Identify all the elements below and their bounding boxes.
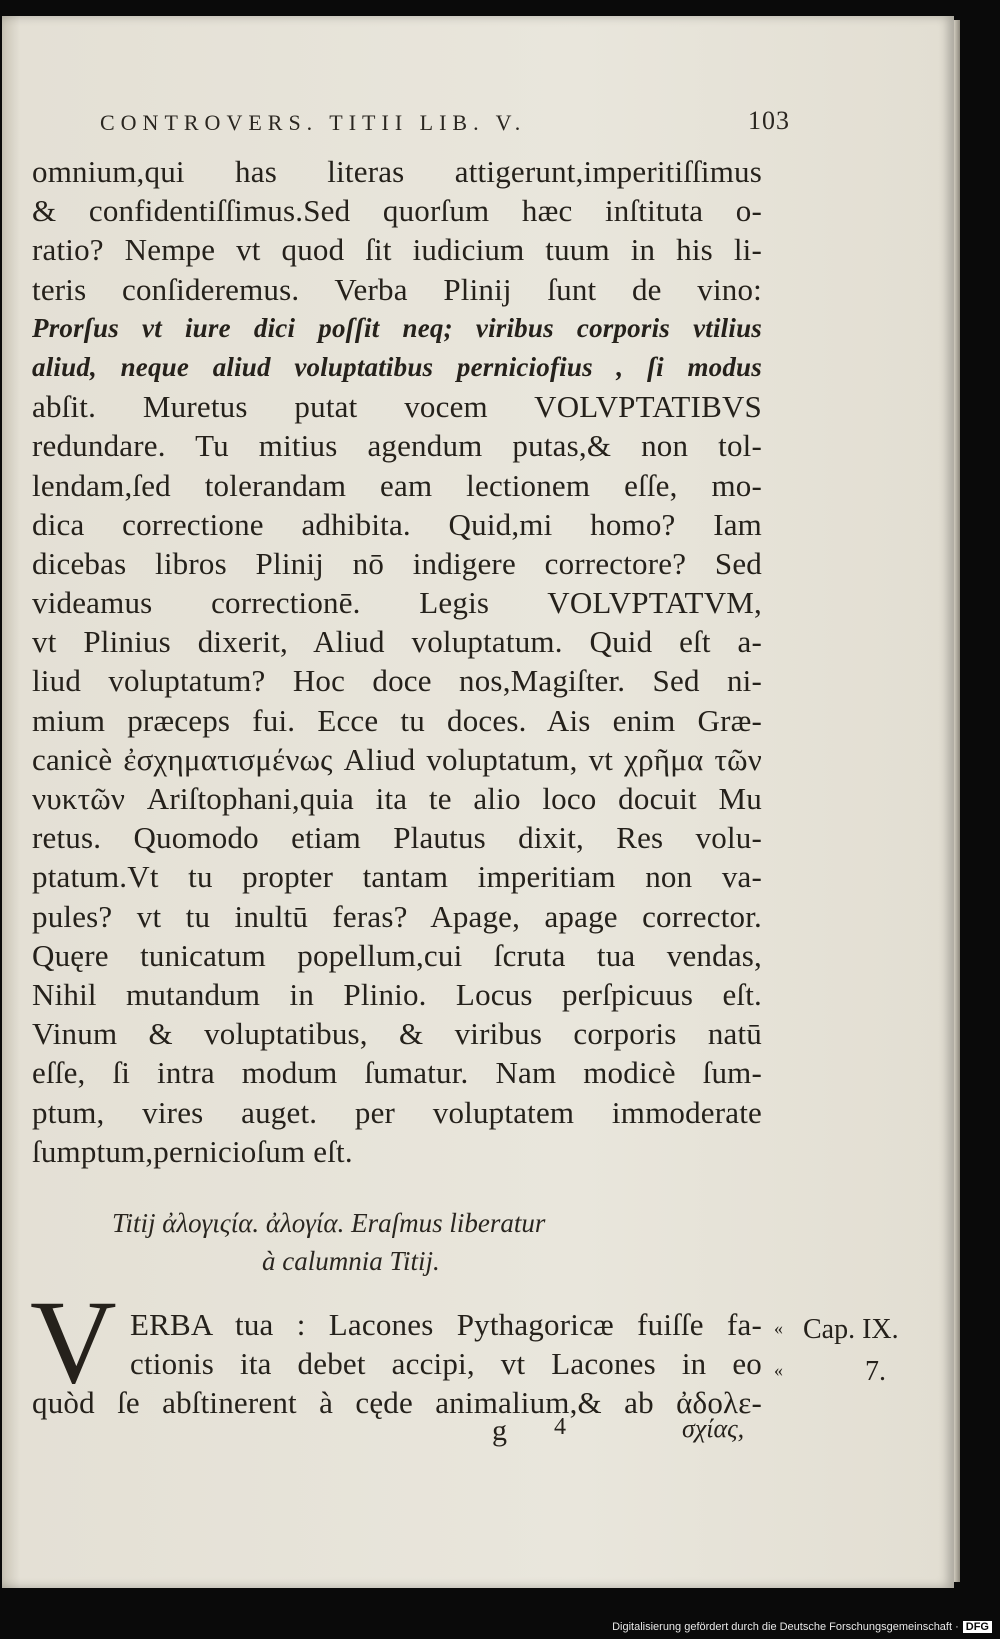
text-line: Quęre tunicatum popellum,cui ſcruta tua vendas,	[32, 937, 762, 973]
text-line: dicebas libros Plinij nō indigere correctore? Sed	[32, 545, 762, 581]
drop-capital: V	[30, 1275, 117, 1408]
text-line: omnium,qui has literas attigerunt,imperitiſſimus	[32, 154, 762, 189]
running-head	[100, 106, 790, 136]
dfg-logo: DFG	[963, 1621, 992, 1633]
text-line: redundare. Tu mitius agendum putas,& non tol-	[32, 428, 762, 464]
quote-mark: «	[774, 1318, 783, 1338]
section-heading-line: Titij ἀλογιςία. ἀλογία. Eraſmus liberatur	[112, 1208, 546, 1238]
text-line: liud voluptatum? Hoc doce nos,Magiſter. Sed ni-	[32, 663, 762, 699]
text-line: pules? vt tu inultū feras? Apage, apage corrector.	[32, 898, 762, 934]
text-line: νυκτῶν Ariſtophani,quia ita te alio loco docuit Mu	[32, 781, 762, 816]
section-heading-line: à calumnia Titij.	[262, 1246, 440, 1276]
page-number: 103	[748, 106, 790, 135]
text-line: lendam,ſed tolerandam eam lectionem eſſe, mo-	[32, 467, 762, 503]
book-page	[2, 16, 954, 1588]
credit-text: Digitalisierung gefördert durch die Deutsche Forschungsgemeinschaft ·	[612, 1621, 959, 1633]
catchword: σχίας,	[682, 1414, 745, 1443]
text-line: ratio? Nempe vt quod ſit iudicium tuum in his li-	[32, 232, 762, 268]
text-line: ptatum.Vt tu propter tantam imperitiam non va-	[32, 859, 762, 895]
text-line: dica correctione adhibita. Quid,mi homo? Iam	[32, 506, 762, 542]
text-line: ptum, vires auget. per voluptatem immoderate	[32, 1094, 762, 1130]
text-line: retus. Quomodo etiam Plautus dixit, Res volu-	[32, 820, 762, 856]
running-head-title: CONTROVERS. TITII LIB. V.	[100, 110, 527, 135]
text-line: ERBA tua : Lacones Pythagoricæ fuiſſe fa-	[130, 1307, 762, 1342]
text-line: vt Plinius dixerit, Aliud voluptatum. Quid eſt a-	[32, 624, 762, 660]
text-line: teris conſideremus. Verba Plinij ſunt de vino:	[32, 271, 762, 307]
text-line: ſumptum,pernicioſum eſt.	[32, 1133, 353, 1169]
signature-number: 4	[554, 1414, 566, 1440]
quotation-line: aliud, neque aliud voluptatibus perniciofius , ſi modus	[32, 351, 762, 382]
text-line: quòd ſe abſtinerent à cęde animalium,& ab ἀδολε-	[32, 1385, 762, 1421]
section-heading	[112, 1204, 672, 1280]
chapter-reference: Cap. IX.	[803, 1314, 899, 1345]
text-line: eſſe, ſi intra modum ſumatur. Nam modicè ſum-	[32, 1055, 762, 1091]
margin-note	[774, 1308, 924, 1392]
digitization-credit	[612, 1621, 992, 1633]
signature-mark: g	[492, 1414, 507, 1447]
text-line: mium præceps fui. Ecce tu doces. Ais enim Græ-	[32, 702, 762, 738]
main-text	[32, 152, 762, 1171]
text-line: canicè ἐσχηματισμένως Aliud voluptatum, vt χρῆμα τῶν	[32, 741, 762, 777]
quotation-line: Prorſus vt iure dici poſſit neq; viribus corporis vtilius	[32, 312, 762, 343]
text-line: abſit. Muretus putat vocem VOLVPTATIBVS	[32, 389, 762, 425]
quote-mark: «	[774, 1360, 783, 1380]
chapter-text	[32, 1305, 762, 1423]
text-line: ctionis ita debet accipi, vt Lacones in eo	[130, 1346, 762, 1382]
page-edge	[954, 20, 960, 1582]
text-line: Vinum & voluptatibus, & viribus corporis natū	[32, 1016, 762, 1052]
text-line: Nihil mutandum in Plinio. Locus perſpicuus eſt.	[32, 976, 762, 1012]
chapter-number: 7.	[865, 1356, 886, 1387]
text-line: & confidentiſſimus.Sed quorſum hæc inſtituta o-	[32, 193, 762, 229]
text-line: videamus correctionē. Legis VOLVPTATVM,	[32, 585, 762, 621]
